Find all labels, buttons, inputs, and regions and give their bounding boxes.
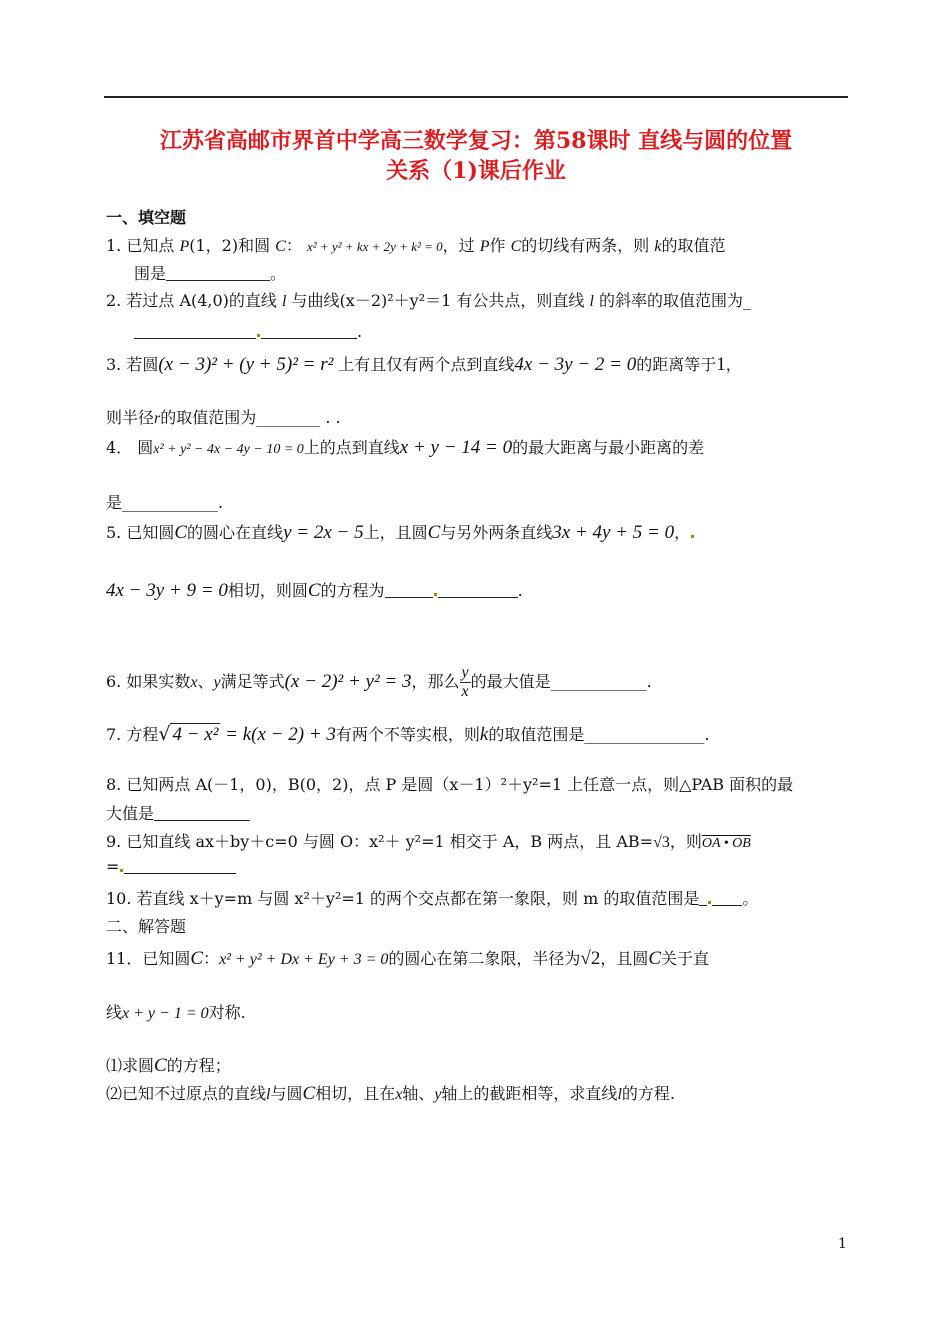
page-title — [104, 126, 848, 186]
answer-blank[interactable] — [134, 324, 256, 339]
q7-radicand: 4 − x² — [172, 724, 219, 745]
question-6: 6. 如果实数x、y满足等式(x − 2)² + y² = 3，那么 $\frac{y}{x}$ 的最大值是____________. — [106, 664, 652, 700]
root-2: √2 — [580, 948, 601, 969]
q5-center-line: y = 2x − 5 — [283, 522, 364, 543]
scan-mark — [120, 869, 123, 872]
question-1-line-2: 围是 。 — [134, 264, 287, 283]
question-10: 10. 若直线 x＋y=m 与圆 x²＋y²=1 的两个交点都在第一象限，则 m 的取值范围是 。 — [106, 889, 759, 908]
q7-equation: = k(x − 2) + 3 — [220, 724, 336, 745]
question-2: 2. 若过点 A(4,0)的直线 l 与曲线(x－2)²＋y²＝1 有公共点，则直线 l 的斜率的取值范围为_ — [106, 291, 752, 310]
question-11-part-2: ⑵已知不过原点的直线l与圆C相切，且在x轴、y轴上的截距相等，求直线l的方程. — [106, 1083, 675, 1104]
root-3: √3 — [653, 834, 670, 851]
question-11-line-2: 线x + y − 1 = 0对称. — [106, 1003, 246, 1022]
question-11: 11．已知圆C：x² + y² + Dx + Ey + 3 = 0的圆心在第二象限，半径为√2，且圆C关于直 — [106, 948, 710, 969]
scan-mark — [434, 593, 437, 596]
question-2-line-2: . — [134, 322, 362, 341]
page-number: 1 — [838, 1236, 847, 1252]
section-fill-blank: 一、填空题 — [106, 208, 187, 227]
question-5: 5. 已知圆C的圆心在直线y = 2x − 5上，且圆C与另外两条直线3x + 4y + 5 = 0， — [106, 520, 695, 544]
question-8-line-2: 大值是 — [106, 801, 250, 824]
answer-blank[interactable] — [154, 806, 250, 821]
answer-blank[interactable] — [166, 266, 270, 281]
y-over-x-fraction: $\frac{y}{x}$ — [461, 664, 469, 700]
question-5-line-2: 4x − 3y + 9 = 0相切，则圆C的方程为 . — [106, 580, 523, 601]
q11-circle-equation: x² + y² + Dx + Ey + 3 = 0 — [219, 951, 389, 968]
question-9-line-2: = — [106, 857, 236, 876]
title-line-2: 关系（1)课后作业 — [386, 158, 566, 184]
answer-blank[interactable] — [438, 583, 518, 598]
question-9: 9. 已知直线 ax＋by＋c=0 与圆 O：x²＋ y²=1 相交于 A，B 两点，且 AB=√3，则OA • OB — [106, 832, 751, 851]
answer-blank[interactable] — [712, 891, 742, 906]
question-3-line-2: 则半径r的取值范围为________ . . — [106, 408, 341, 427]
question-4: 4． 圆x² + y² − 4x − 4y − 10 = 0上的点到直线x + y − 14 = 0的最大距离与最小距离的差 — [106, 437, 705, 458]
question-4-line-2: 是____________. — [106, 493, 224, 512]
answer-blank[interactable] — [261, 324, 357, 339]
question-11-part-1: ⑴求圆C的方程； — [106, 1055, 231, 1076]
q5-tangent-line-1: 3x + 4y + 5 = 0 — [552, 522, 675, 543]
title-line-1: 江苏省高邮市界首中学高三数学复习：第58课时 直线与圆的位置 — [159, 128, 793, 154]
q3-line-equation: 4x − 3y − 2 = 0 — [514, 354, 637, 375]
scan-mark — [257, 334, 260, 337]
scan-mark — [691, 535, 694, 538]
q3-circle-equation: (x − 3)² + (y + 5)² = r² — [158, 354, 334, 375]
q1-equation: x² + y² + kx + 2y + k² = 0 — [306, 239, 443, 254]
q4-line-equation: x + y − 14 = 0 — [399, 437, 513, 458]
q5-tangent-line-2: 4x − 3y + 9 = 0 — [106, 580, 228, 601]
scan-mark — [708, 901, 711, 904]
header-rule — [104, 96, 848, 98]
question-3: 3. 若圆(x − 3)² + (y + 5)² = r² 上有且仅有两个点到直线4x − 3y − 2 = 0的距离等于1， — [106, 354, 742, 375]
q6-equation: (x − 2)² + y² = 3 — [284, 671, 412, 692]
section-solve: 二、解答题 — [106, 917, 187, 936]
question-7: 7. 方程√ 4 − x² = k(x − 2) + 3有两个不等实根，则k的取值范围是_______________. — [106, 723, 710, 745]
question-8: 8. 已知两点 A(－1，0)，B(0，2)，点 P 是圆（x－1）²＋y²=1 上任意一点，则△PAB 面积的最 — [106, 775, 794, 794]
answer-blank[interactable] — [385, 583, 433, 598]
question-1: 1. 已知点 P(1，2)和圆 C： x² + y² + kx + 2y + k² = 0，过 P作 C的切线有两条，则 k的取值范 — [106, 236, 726, 255]
answer-blank[interactable] — [124, 859, 236, 874]
vector-dot-product: OA • OB — [701, 836, 751, 851]
q11-symmetry-line: x + y − 1 = 0 — [122, 1005, 209, 1022]
q4-circle-equation: x² + y² − 4x − 4y − 10 = 0 — [153, 442, 304, 457]
answer-blank[interactable] — [699, 891, 707, 906]
radical-sign: √ — [158, 723, 171, 745]
